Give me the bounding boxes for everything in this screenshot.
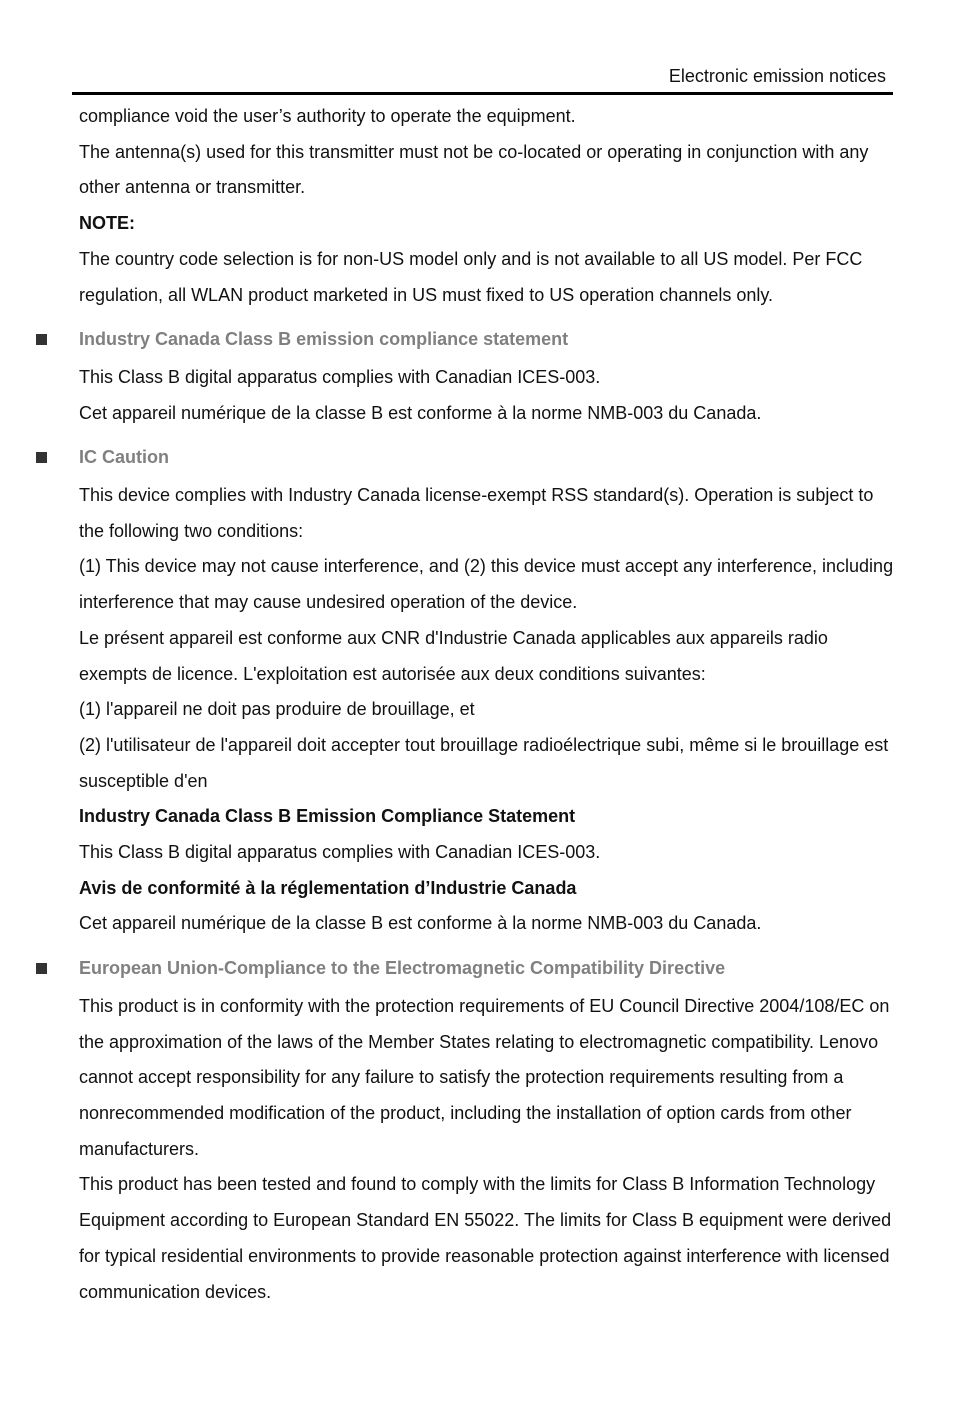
- subheading: Industry Canada Class B Emission Compliance Statement: [79, 806, 576, 827]
- paragraph: This product has been tested and found to comply with the limits for Class B Information Technology Equipment according to European Standard EN 55022. The limits for Class B equipment were derived for typical residential environments to provide reasonable protection against interference with licensed communication devices.: [79, 1174, 892, 1302]
- square-bullet-icon: [36, 452, 47, 463]
- section-heading: [79, 322, 894, 358]
- paragraph: This product is in conformity with the protection requirements of EU Council Directive 2004/108/EC on the approximation of the laws of the Member States relating to electromagnetic compatibility. Lenovo cannot accept responsibility for any failure to satisfy the protection requirements resulting from a nonrecommended modification of the product, including the installation of option cards from other manufacturers.: [79, 995, 890, 1159]
- paragraph: Cet appareil numérique de la classe B est conforme à la norme NMB-003 du Canada.: [79, 913, 762, 934]
- section-heading: [79, 440, 894, 476]
- paragraph: (2) l'utilisateur de l'appareil doit accepter tout brouillage radioélectrique subi, même si le brouillage est susceptible d'en: [79, 734, 889, 791]
- document-body: [79, 99, 894, 1310]
- paragraph: compliance void the user’s authority to operate the equipment.: [79, 106, 576, 126]
- page-header-title: Electronic emission notices: [668, 66, 886, 86]
- header-rule: [72, 92, 893, 95]
- square-bullet-icon: [36, 334, 47, 345]
- paragraph: This device complies with Industry Canada license-exempt RSS standard(s). Operation is subject to the following two conditions:: [79, 485, 874, 541]
- section-heading-text: IC Caution: [79, 447, 169, 468]
- paragraph: (1) This device may not cause interference, and (2) this device must accept any interference, including interference that may cause undesired operation of the device.: [79, 556, 894, 613]
- section-heading-text: European Union-Compliance to the Electromagnetic Compatibility Directive: [79, 958, 726, 979]
- subheading: Avis de conformité à la réglementation d’Industrie Canada: [79, 877, 577, 898]
- square-bullet-icon: [36, 963, 47, 974]
- paragraph: (1) l'appareil ne doit pas produire de brouillage, et: [79, 699, 475, 720]
- section-heading-text: Industry Canada Class B emission compliance statement: [79, 329, 569, 350]
- paragraph: The country code selection is for non-US model only and is not available to all US model. Per FCC regulation, all WLAN product marketed in US must fixed to US operation channels only.: [79, 248, 863, 305]
- note-label: NOTE:: [79, 213, 135, 234]
- section-heading: [79, 951, 894, 987]
- paragraph: This Class B digital apparatus complies with Canadian ICES-003.: [79, 366, 601, 387]
- paragraph: Cet appareil numérique de la classe B est conforme à la norme NMB-003 du Canada.: [79, 402, 762, 423]
- paragraph: Le présent appareil est conforme aux CNR d'Industrie Canada applicables aux appareils radio exempts de licence. L'exploitation est autorisée aux deux conditions suivantes:: [79, 627, 828, 684]
- paragraph: The antenna(s) used for this transmitter must not be co-located or operating in conjunction with any other antenna or transmitter.: [79, 141, 869, 198]
- paragraph: This Class B digital apparatus complies with Canadian ICES-003.: [79, 842, 601, 863]
